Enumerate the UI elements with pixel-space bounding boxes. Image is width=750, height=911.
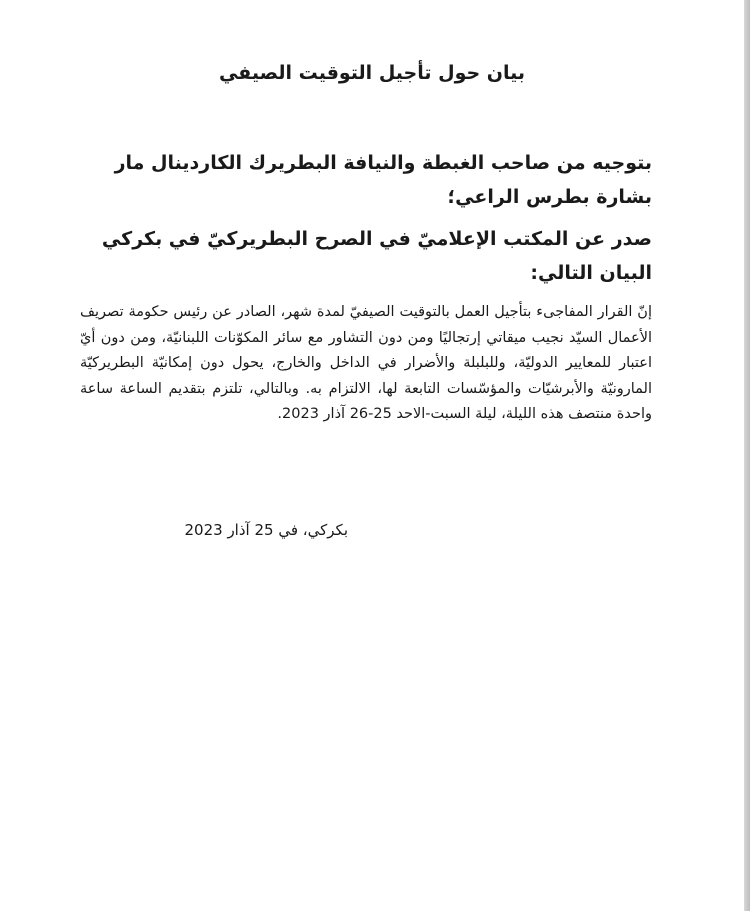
- statement-body: إنّ القرار المفاجىء بتأجيل العمل بالتوقيت الصيفيّ لمدة شهر، الصادر عن رئيس حكومة تصريف الأعمال السيّد نجيب ميقاتي إرتجاليًا ومن دون التشاور مع سائر المكوّنات اللبنانيّة، ومن دون أيّ اعتبار للمعايير الدوليّة، وللبلبلة والأضرار في الداخل والخارج، يحول دون إمكانيّة البطريركيّة المارونيّة والأبرشيّات والمؤسّسات التابعة لها، الالتزام به. وبالتالي، تلتزم بتقديم الساعة ساعة واحدة منتصف هذه الليلة، ليلة السبت-الاحد 25-26 آذار 2023.: [80, 304, 652, 422]
- lead-paragraph-issuer: صدر عن المكتب الإعلاميّ في الصرح البطريركيّ في بكركي البيان التالي:: [101, 228, 652, 284]
- page-edge-shadow: [744, 0, 750, 911]
- place-and-date: بكركي، في 25 آذار 2023: [184, 521, 348, 539]
- document-title: بيان حول تأجيل التوقيت الصيفي: [218, 62, 526, 84]
- lead-paragraph-directive: بتوجيه من صاحب الغبطة والنيافة البطريرك الكاردينال مار بشارة بطرس الراعي؛: [114, 152, 652, 208]
